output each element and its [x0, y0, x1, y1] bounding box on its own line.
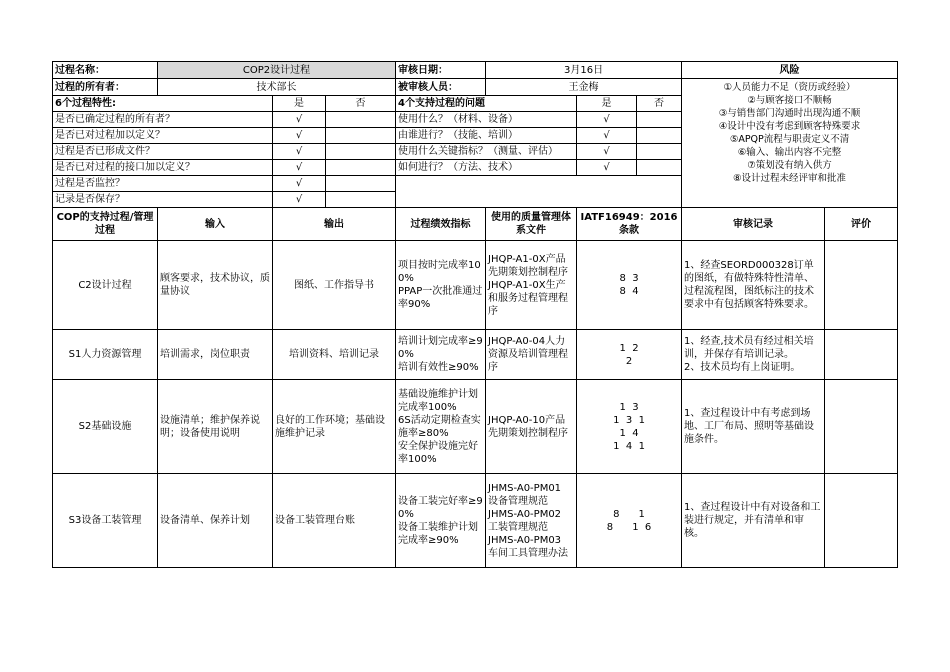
check-mark: √: [577, 112, 637, 128]
support-question: 使用什么关键指标？（测量、评估）: [396, 144, 577, 160]
process-name-value: COP2设计过程: [158, 62, 396, 79]
check-mark: √: [577, 160, 637, 176]
record-cell: 1、经查SEORD000328订单的图纸，有做特殊特性清单、过程流程图，图纸标注的技术要求中有包括顾客特殊要求。: [682, 241, 825, 330]
risk-item: ①人员能力不足（资历或经验）: [723, 82, 856, 93]
table-row: [53, 474, 898, 568]
input-cell: 培训需求，岗位职责: [158, 330, 273, 380]
record-cell: 1、查过程设计中有考虑到场地、工厂布局、照明等基础设施条件。: [682, 380, 825, 474]
col-header-kpi: 过程绩效指标: [396, 208, 486, 241]
docs-cell: JHQP-A0-10产品先期策划控制程序: [486, 380, 577, 474]
characteristic-question: 是否已对过程的接口加以定义？: [53, 160, 273, 176]
process-cell: C2设计过程: [53, 241, 158, 330]
eval-cell: [825, 380, 898, 474]
check-empty: [326, 176, 396, 192]
check-mark: √: [577, 144, 637, 160]
auditee-value: 王金梅: [486, 79, 682, 96]
output-cell: 设备工装管理台账: [273, 474, 396, 568]
support-question: 使用什么？（材料、设备）: [396, 112, 577, 128]
risk-item: ③与销售部门沟通时出现沟通不顺: [718, 108, 861, 119]
record-cell: 1、经查,技术员有经过相关培训，并保存有培训记录。 2、技术员均有上岗证明。: [682, 330, 825, 380]
check-empty: [326, 160, 396, 176]
check-empty: [637, 128, 682, 144]
check-mark: √: [273, 160, 326, 176]
check-mark: √: [577, 128, 637, 144]
characteristic-question: 记录是否保存？: [53, 192, 273, 208]
col-header-process: COP的支持过程/管理过程: [53, 208, 158, 241]
audit-date-label: 审核日期：: [396, 62, 486, 79]
input-cell: 设施清单；维护保养说明；设备使用说明: [158, 380, 273, 474]
characteristics-no-header: 否: [326, 96, 396, 112]
check-empty: [637, 144, 682, 160]
process-cell: S2基础设施: [53, 380, 158, 474]
kpi-cell: 项目按时完成率100% PPAP一次批准通过率90%: [396, 241, 486, 330]
output-cell: 良好的工作环境；基础设施维护记录: [273, 380, 396, 474]
eval-cell: [825, 330, 898, 380]
kpi-cell: 基础设施维护计划完成率100% 6S活动定期检查实施率≥80% 安全保护设施完好率100%: [396, 380, 486, 474]
blank-area: [396, 176, 682, 208]
record-cell: 1、查过程设计中有对设备和工装进行规定，并有清单和审核。: [682, 474, 825, 568]
process-cell: S3设备工装管理: [53, 474, 158, 568]
eval-cell: [825, 474, 898, 568]
eval-cell: [825, 241, 898, 330]
check-mark: √: [273, 144, 326, 160]
support-no-header: 否: [637, 96, 682, 112]
risk-item: ④设计中没有考虑到顾客特殊要求: [718, 121, 861, 132]
table-row: [53, 380, 898, 474]
input-cell: 设备清单、保养计划: [158, 474, 273, 568]
characteristic-question: 过程是否已形成文件？: [53, 144, 273, 160]
check-empty: [637, 160, 682, 176]
risk-header: 风险: [682, 62, 898, 79]
check-empty: [637, 112, 682, 128]
characteristic-question: 是否已确定过程的所有者？: [53, 112, 273, 128]
owner-label: 过程的所有者：: [53, 79, 158, 96]
audit-date-value: 3月16日: [486, 62, 682, 79]
process-name-label: 过程名称：: [53, 62, 158, 79]
docs-cell: JHQP-A0-04人力资源及培训管理程序: [486, 330, 577, 380]
col-header-clauses: IATF16949：2016条款: [577, 208, 682, 241]
col-header-eval: 评价: [825, 208, 898, 241]
check-empty: [326, 144, 396, 160]
characteristics-title: 6个过程特性:: [53, 96, 273, 112]
col-header-docs: 使用的质量管理体系文件: [486, 208, 577, 241]
characteristics-yes-header: 是: [273, 96, 326, 112]
check-mark: √: [273, 176, 326, 192]
table-row: [53, 241, 898, 330]
col-header-input: 输入: [158, 208, 273, 241]
audit-sheet: [52, 61, 898, 568]
risk-item: ⑧设计过程未经评审和批准: [733, 173, 847, 184]
process-cell: S1人力资源管理: [53, 330, 158, 380]
check-empty: [326, 128, 396, 144]
support-yes-header: 是: [577, 96, 637, 112]
auditee-label: 被审核人员：: [396, 79, 486, 96]
check-empty: [326, 192, 396, 208]
docs-cell: JHMS-A0-PM01 设备管理规范 JHMS-A0-PM02 工装管理规范 JHMS-A0-PM03 车间工具管理办法: [486, 474, 577, 568]
table-row: [53, 330, 898, 380]
input-cell: 顾客要求，技术协议，质量协议: [158, 241, 273, 330]
docs-cell: JHQP-A1-0X产品先期策划控制程序 JHQP-A1-0X生产和服务过程管理程序: [486, 241, 577, 330]
output-cell: 图纸、工作指导书: [273, 241, 396, 330]
output-cell: 培训资料、培训记录: [273, 330, 396, 380]
support-title: 4个支持过程的问题: [396, 96, 577, 112]
clauses-cell: 8 3 8 4: [577, 241, 682, 330]
support-question: 如何进行？（方法、技术）: [396, 160, 577, 176]
check-mark: √: [273, 128, 326, 144]
support-question: 由谁进行？（技能、培训）: [396, 128, 577, 144]
characteristic-question: 过程是否监控？: [53, 176, 273, 192]
kpi-cell: 培训计划完成率≥90% 培训有效性≥90%: [396, 330, 486, 380]
kpi-cell: 设备工装完好率≥90% 设备工装维护计划完成率≥90%: [396, 474, 486, 568]
clauses-cell: 8 1 8 1 6: [577, 474, 682, 568]
col-header-output: 输出: [273, 208, 396, 241]
clauses-cell: 1 3 1 3 1 1 4 1 4 1: [577, 380, 682, 474]
risk-list: [682, 79, 898, 208]
check-mark: √: [273, 112, 326, 128]
characteristic-question: 是否已对过程加以定义？: [53, 128, 273, 144]
check-empty: [326, 112, 396, 128]
risk-item: ②与顾客接口不顺畅: [747, 95, 832, 106]
risk-item: ⑥输入、输出内容不完整: [737, 147, 842, 158]
clauses-cell: 1 2 2: [577, 330, 682, 380]
col-header-record: 审核记录: [682, 208, 825, 241]
owner-value: 技术部长: [158, 79, 396, 96]
risk-item: ⑤APQP流程与职责定义不清: [729, 134, 850, 145]
check-mark: √: [273, 192, 326, 208]
risk-item: ⑦策划没有纳入供方: [747, 160, 832, 171]
